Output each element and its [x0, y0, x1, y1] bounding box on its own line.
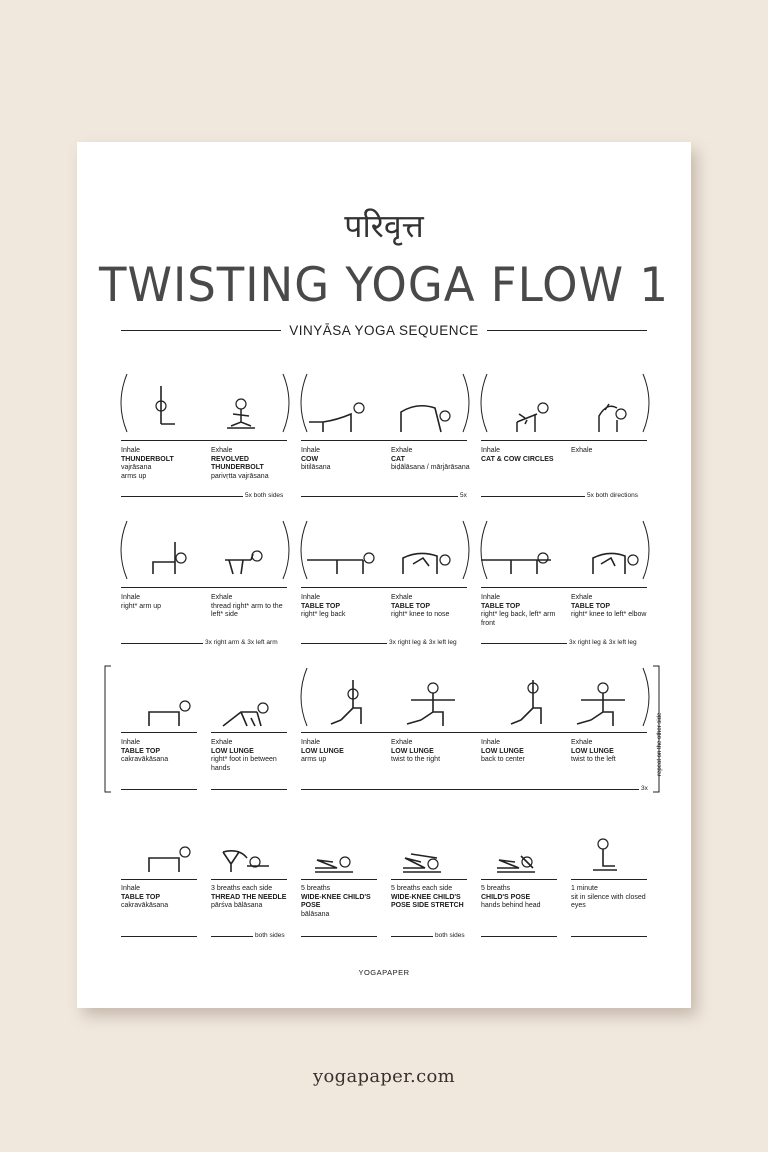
- cat-cow-circles-figure-2: [595, 398, 645, 432]
- bracket-row1-group1: [115, 370, 295, 436]
- row3-bottom-rule-1: [121, 789, 197, 790]
- caption-r4c4: 5 breaths each side WIDE-KNEE CHILD'S POSE SIDE STRETCH: [391, 885, 464, 910]
- row2-rule-2: [301, 587, 467, 588]
- caption-r3c3: Inhale LOW LUNGE arms up: [301, 739, 344, 764]
- repeat-arrow-r3: 3x: [301, 785, 647, 793]
- repeat-arrow-r4b: both sides: [391, 932, 467, 940]
- yoga-poster: परिवृत्त TWISTING YOGA FLOW 1 VINYĀSA YOGA SEQUENCE Inhale THUNDERBOLT vajrāsana arms up Exhale REVOLVED THUNDERBOLT parivṛtta vajrāsana Inhale COW bitilāsana Exhale CAT biḍālāsana / mārjārāsana Inhale CAT & COW CIRCLES Exhale 5x both sides 5x 5x both directions Inhale right* arm up Exhale thread right* arm to the left* side Inhale TABLE TOP right* leg back Exhale TABLE TOP right* knee to nose Inhale TABLE TOP right* leg back, left* arm front Exhale TABLE TOP right* knee to left* elbow 3x right arm & 3x left arm 3x right leg & 3x left leg 3x right leg & 3x left leg repeat on the other side Inhale TABLE TOP cakravākāsana Exhale LOW LUNGE right* foot in between hands Inhale LOW LUNGE arms up Exhale LOW LUNGE twist to the right Inhale LOW LUNGE back to center Exhale LOW LUNGE twist to the left 3x Inhale TABLE TOP cakravākāsana 3 breaths each side THREAD THE NEEDLE pārśva bālāsana 5 breaths WIDE-KNEE CHILD'S POSE bālāsana 5 breaths each side WIDE-KNEE CHILD'S POSE SIDE STRETCH 5 breaths CHILD'S POSE hands behind head 1 minute sit in silence with closed eyes both sides both sides YOGAPAPER: [77, 142, 691, 1008]
- subtitle-row: [121, 320, 647, 340]
- row4-bottom-rule-3: [301, 936, 377, 937]
- caption-r1c1: Inhale THUNDERBOLT vajrāsana arms up: [121, 447, 174, 480]
- wide-knee-childs-pose-figure: [315, 852, 355, 872]
- repeat-arrow-r1a: 5x both sides: [121, 492, 287, 500]
- row4-bottom-rule-6: [571, 936, 647, 937]
- caption-r4c3: 5 breaths WIDE-KNEE CHILD'S POSE bālāsana: [301, 885, 371, 918]
- childs-pose-hands-head-figure: [497, 852, 537, 872]
- row3-rule-2: [211, 732, 287, 733]
- caption-r3c1: Inhale TABLE TOP cakravākāsana: [121, 739, 169, 764]
- table-top-knee-nose-figure: [399, 546, 459, 574]
- row4-rule-4: [391, 879, 467, 880]
- thread-arm-figure: [223, 546, 269, 574]
- caption-r2c1: Inhale right* arm up: [121, 594, 162, 610]
- low-lunge-twist-left-figure: [577, 682, 629, 726]
- poster-title: TWISTING YOGA FLOW 1: [98, 256, 670, 313]
- table-top-final-figure: [145, 844, 193, 872]
- caption-r2c4: Exhale TABLE TOP right* knee to nose: [391, 594, 450, 619]
- poster-subtitle: VINYĀSA YOGA SEQUENCE: [289, 322, 479, 338]
- table-top-arm-up-figure: [145, 538, 191, 574]
- row4-rule-5: [481, 879, 557, 880]
- row3-rule-3: [301, 732, 647, 733]
- repeat-arrow-r2b: 3x right leg & 3x left leg: [301, 639, 467, 647]
- table-top-leg-back-figure: [307, 546, 377, 574]
- caption-r3c5: Inhale LOW LUNGE back to center: [481, 739, 525, 764]
- row3-bottom-rule-2: [211, 789, 287, 790]
- caption-r1c5: Inhale CAT & COW CIRCLES: [481, 447, 554, 463]
- row1-rule-3: [481, 440, 647, 441]
- repeat-arrow-r4a: both sides: [121, 932, 287, 940]
- footer-url[interactable]: yogapaper.com: [313, 1066, 455, 1087]
- caption-r2c6: Exhale TABLE TOP right* knee to left* elbow: [571, 594, 647, 619]
- row2-rule-3: [481, 587, 647, 588]
- caption-r3c6: Exhale LOW LUNGE twist to the left: [571, 739, 616, 764]
- subtitle-rule-right: [487, 330, 647, 331]
- table-top-figure: [145, 698, 193, 726]
- caption-r4c6: 1 minute sit in silence with closed eyes: [571, 885, 646, 910]
- caption-r4c5: 5 breaths CHILD'S POSE hands behind head: [481, 885, 541, 910]
- row3-rule-1: [121, 732, 197, 733]
- row2-rule-1: [121, 587, 287, 588]
- caption-r4c1: Inhale TABLE TOP cakravākāsana: [121, 885, 169, 910]
- caption-r1c6: Exhale: [571, 447, 593, 454]
- brand-label: YOGAPAPER: [358, 968, 410, 977]
- low-lunge-twist-right-figure: [407, 682, 459, 726]
- low-lunge-back-center-figure: [511, 680, 551, 726]
- low-lunge-step-figure: [221, 698, 271, 726]
- low-lunge-arms-up-figure: [331, 680, 371, 726]
- repeat-arrow-r1b: 5x: [301, 492, 467, 500]
- thread-the-needle-figure: [221, 848, 271, 872]
- repeat-arrow-r2c: 3x right leg & 3x left leg: [481, 639, 647, 647]
- cow-figure: [307, 400, 367, 432]
- row1-rule-1: [121, 440, 287, 441]
- table-top-knee-elbow-figure: [589, 546, 649, 574]
- square-bracket-left: [103, 664, 119, 794]
- row4-bottom-rule-5: [481, 936, 557, 937]
- caption-r2c3: Inhale TABLE TOP right* leg back: [301, 594, 346, 619]
- row4-rule-6: [571, 879, 647, 880]
- caption-r1c2: Exhale REVOLVED THUNDERBOLT parivṛtta vajrāsana: [211, 447, 269, 480]
- table-top-leg-arm-figure: [481, 546, 551, 574]
- caption-r1c3: Inhale COW bitilāsana: [301, 447, 331, 472]
- subtitle-rule-left: [121, 330, 281, 331]
- caption-r2c5: Inhale TABLE TOP right* leg back, left* arm front: [481, 594, 556, 627]
- row4-rule-2: [211, 879, 287, 880]
- caption-r3c4: Exhale LOW LUNGE twist to the right: [391, 739, 441, 764]
- cat-cow-circles-figure-1: [505, 400, 565, 432]
- row4-rule-3: [301, 879, 377, 880]
- seated-meditation-figure: [593, 836, 623, 872]
- sanskrit-title: परिवृत्त: [344, 207, 424, 245]
- caption-r2c2: Exhale thread right* arm to the left* side: [211, 594, 283, 619]
- caption-r3c2: Exhale LOW LUNGE right* foot in between hands: [211, 739, 277, 772]
- thunderbolt-arms-up-figure: [147, 382, 187, 430]
- row1-rule-2: [301, 440, 467, 441]
- cat-figure: [397, 400, 457, 432]
- repeat-arrow-r2a: 3x right arm & 3x left arm: [121, 639, 287, 647]
- row4-rule-1: [121, 879, 197, 880]
- caption-r1c4: Exhale CAT biḍālāsana / mārjārāsana: [391, 447, 470, 472]
- revolved-thunderbolt-figure: [227, 398, 267, 432]
- caption-r4c2: 3 breaths each side THREAD THE NEEDLE pārśva bālāsana: [211, 885, 287, 910]
- repeat-arrow-r1c: 5x both directions: [481, 492, 647, 500]
- childs-pose-side-stretch-figure: [403, 852, 443, 872]
